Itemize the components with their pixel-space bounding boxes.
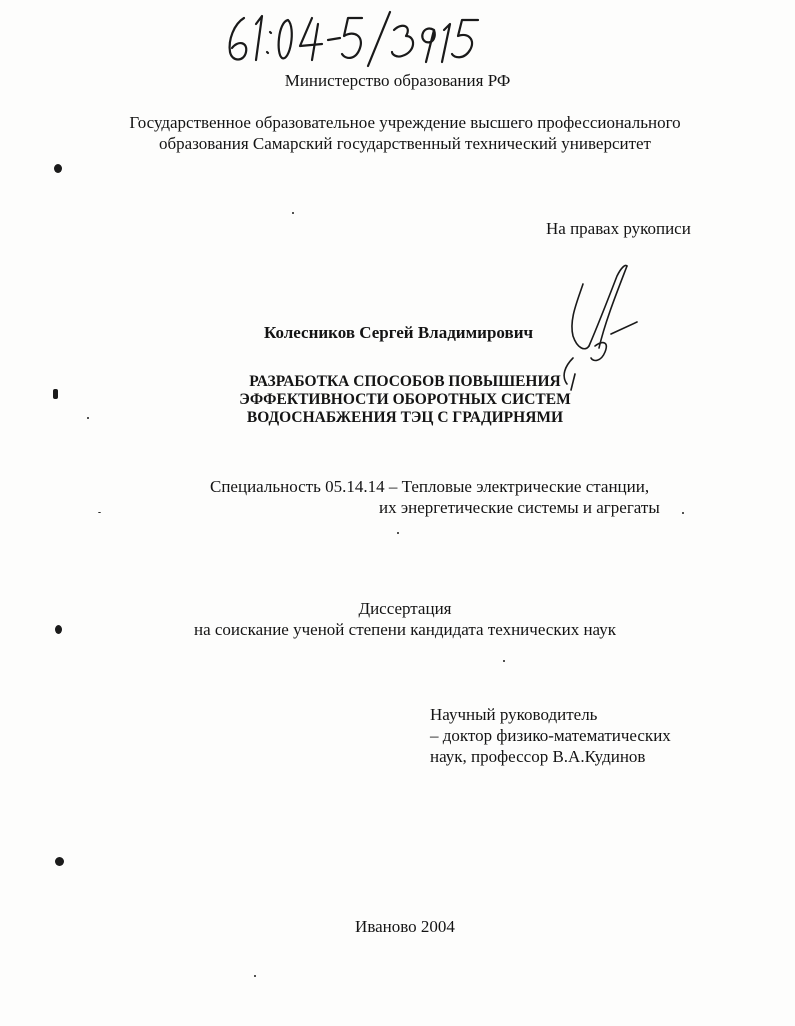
handwritten-archive-code bbox=[222, 6, 482, 68]
dissertation-type bbox=[0, 598, 795, 640]
dust-speck bbox=[397, 532, 399, 534]
ministry-heading: Министерство образования РФ bbox=[284, 71, 511, 90]
dust-speck bbox=[682, 512, 684, 514]
title-line-3: ВОДОСНАБЖЕНИЯ ТЭЦ С ГРАДИРНЯМИ bbox=[246, 409, 564, 426]
dust-speck bbox=[292, 212, 294, 214]
dissertation-line-1: Диссертация bbox=[358, 599, 452, 618]
dissertation-title bbox=[0, 373, 795, 427]
city-and-year: Иваново 2004 bbox=[355, 917, 455, 936]
supervisor-line-3: наук, профессор В.А.Кудинов bbox=[430, 747, 646, 766]
author-name: Колесников Сергей Владимирович bbox=[264, 323, 534, 342]
scientific-supervisor bbox=[430, 704, 671, 767]
scan-mark bbox=[54, 164, 62, 173]
dust-speck bbox=[503, 660, 505, 662]
dust-speck bbox=[87, 417, 89, 419]
title-line-2: ЭФФЕКТИВНОСТИ ОБОРОТНЫХ СИСТЕМ bbox=[239, 391, 571, 408]
supervisor-line-1: Научный руководитель bbox=[430, 705, 598, 724]
institution-name bbox=[0, 112, 795, 154]
speciality-line-1: Специальность 05.14.14 – Тепловые электрические станции, bbox=[210, 477, 650, 496]
manuscript-rights: На правах рукописи bbox=[546, 219, 691, 238]
scan-mark bbox=[55, 625, 62, 634]
title-line-1: РАЗРАБОТКА СПОСОБОВ ПОВЫШЕНИЯ bbox=[249, 373, 561, 390]
scan-mark bbox=[53, 389, 58, 399]
supervisor-line-2: – доктор физико-математических bbox=[430, 726, 671, 745]
scan-mark bbox=[55, 857, 64, 866]
institution-line-1: Государственное образовательное учреждение высшего профессионального bbox=[129, 113, 681, 132]
institution-line-2: образования Самарский государственный технический университет bbox=[158, 134, 651, 153]
dust-speck bbox=[98, 512, 101, 513]
dust-speck bbox=[254, 975, 256, 977]
speciality-line-2: их энергетические системы и агрегаты bbox=[379, 498, 660, 517]
dissertation-line-2: на соискание ученой степени кандидата технических наук bbox=[193, 620, 616, 639]
